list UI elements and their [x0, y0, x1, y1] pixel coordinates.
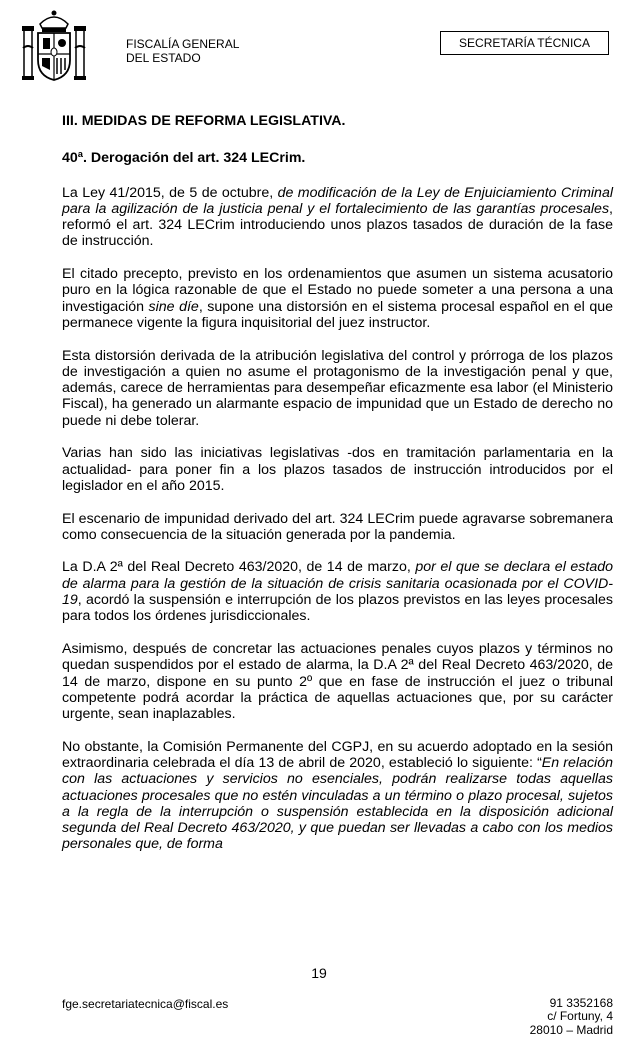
document-body	[62, 113, 613, 869]
paragraph	[62, 739, 613, 853]
subsection-title: 40ª. Derogación del art. 324 LECrim.	[62, 150, 306, 167]
paragraph	[62, 641, 613, 722]
org-line-2: DEL ESTADO	[126, 51, 201, 65]
page-number: 19	[311, 965, 327, 981]
text-run: Esta distorsión derivada de la atribución legislativa del control y prórroga de los plazos de investigación a quien no asume el protagonismo de la investigación penal y que, además, carece de herramientas para desempeñar eficazmente esa labor (el Ministerio Fiscal), ha generado un alarmante espacio de impunidad que un Estado de derecho no puede ni debe tolerar.	[62, 347, 613, 429]
italic-run: de modificación de la Ley de Enjuiciamiento Criminal para la agilización de la justicia penal y el fortalecimiento de las garantías procesales	[62, 184, 613, 217]
footer-address-line-1: c/ Fortuny, 4	[547, 1009, 613, 1024]
footer-email: fge.secretariatecnica@fiscal.es	[62, 997, 229, 1011]
paragraph	[62, 266, 613, 331]
text-run: La Ley 41/2015, de 5 de octubre,	[62, 184, 278, 201]
italic-run: En relación con las actuaciones y servicios no esenciales, podrán realizarse todas aquellas actuaciones procesales que no estén vinculadas a un término o plazo procesal, sujetos a la regla de la interrupción o suspensión establecida en la disposición adicional segunda del Real Decreto 463/2020, y que puedan ser llevadas a cabo con los medios personales que, de forma	[62, 754, 613, 853]
section-box: SECRETARÍA TÉCNICA	[440, 31, 609, 55]
paragraph	[62, 511, 613, 544]
footer-address-line-2: 28010 – Madrid	[529, 1022, 613, 1037]
paragraph	[62, 445, 613, 494]
section-title: III. MEDIDAS DE REFORMA LEGISLATIVA.	[62, 113, 346, 129]
text-run: Asimismo, después de concretar las actuaciones penales cuyos plazos y términos no quedan suspendidos por el estado de alarma, la D.A 2ª del Real Decreto 463/2020, de 14 de marzo, dispone en su punto 2º que en fase de instrucción el juez o tribunal competente podrá acordar la práctica de aquellas actuaciones que, por su carácter urgente, sean inaplazables.	[62, 640, 613, 723]
text-run: , reformó el art. 324 LECrim introduciendo unos plazos tasados de duración de la fase de instrucción.	[62, 200, 613, 250]
text-run: No obstante, la Comisión Permanente del CGPJ, en su acuerdo adoptado en la sesión extraordinaria celebrada el día 13 de abril de 2020, estableció lo siguiente: “	[62, 738, 613, 771]
text-run: , acordó la suspensión e interrupción de los plazos previstos en las leyes procesales para todos los órdenes jurisdiccionales.	[62, 592, 613, 625]
paragraph	[62, 185, 613, 250]
italic-run: por el que se declara el estado de alarma para la gestión de la situación de crisis sanitaria ocasionada por el COVID-19	[62, 559, 613, 609]
organization-name	[126, 37, 239, 65]
italic-run: sine díe	[148, 298, 199, 315]
text-run: El escenario de impunidad derivado del art. 324 LECrim puede agravarse sobremanera como consecuencia de la situación generada por la pandemia.	[62, 510, 613, 543]
paragraph	[62, 348, 613, 429]
org-line-1: FISCALÍA GENERAL	[126, 37, 240, 51]
text-run: La D.A 2ª del Real Decreto 463/2020, de 14 de marzo,	[62, 559, 416, 576]
coat-of-arms-icon	[20, 8, 88, 86]
text-run: Varias han sido las iniciativas legislativas -dos en tramitación parlamentaria en la actualidad- para poner fin a los plazos tasados de instrucción introducidos por el legislador en el año 2015.	[62, 445, 613, 494]
text-run: El citado precepto, previsto en los ordenamientos que asumen un sistema acusatorio puro en la lógica razonable de que el Estado no puede someter a una persona a una investigación	[62, 266, 613, 315]
paragraph	[62, 559, 613, 624]
text-run: , supone una distorsión en el sistema procesal español en el que permanece vigente la figura inquisitorial del juez instructor.	[62, 298, 613, 331]
footer-contact	[530, 997, 613, 1037]
footer-phone: 91 3352168	[549, 996, 613, 1010]
